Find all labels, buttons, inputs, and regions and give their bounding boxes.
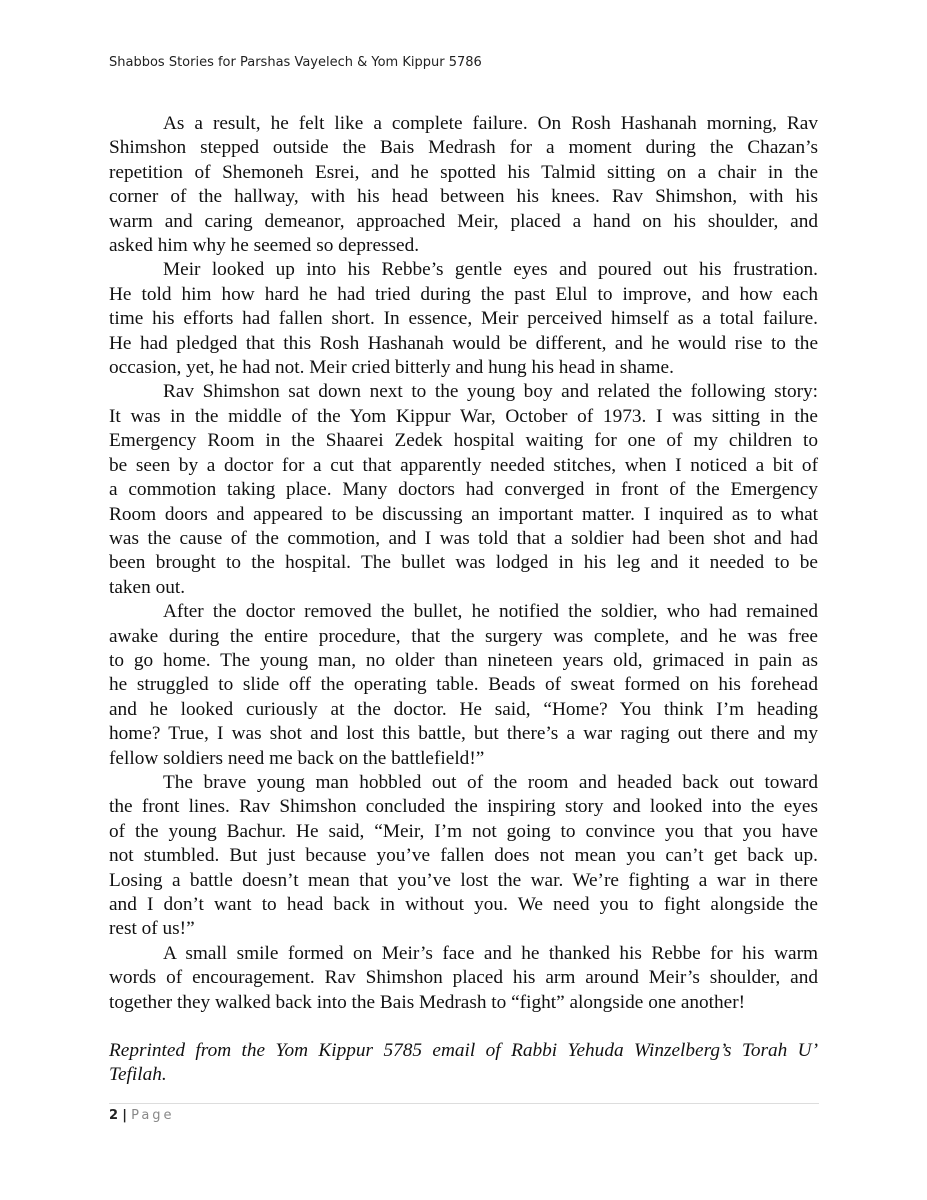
text-line: taken out. [109,576,186,598]
text-line: fellow soldiers need me back on the battlefield!” [109,747,485,769]
footer-separator: | [122,1108,127,1123]
footer-divider [109,1103,819,1104]
text-line: As a result, he felt like a complete failure. On Rosh Hashanah morning, Rav [163,113,818,134]
text-line: words of encouragement. Rav Shimshon placed his arm around Meir’s shoulder, and [109,967,818,989]
page-number: 2 [109,1108,119,1123]
text-line: awake during the entire procedure, that the surgery was complete, and he was free [109,625,818,647]
text-line: warm and caring demeanor, approached Meir, placed a hand on his shoulder, and [109,210,818,232]
text-line: It was in the middle of the Yom Kippur War, October of 1973. I was sitting in the [109,405,818,427]
text-line: a commotion taking place. Many doctors had converged in front of the Emergency [109,479,818,501]
paragraph [109,942,818,1015]
text-line: asked him why he seemed so depressed. [109,235,420,257]
text-line: corner of the hallway, with his head between his knees. Rav Shimshon, with his [109,186,818,208]
text-line: repetition of Shemoneh Esrei, and he spotted his Talmid sitting on a chair in the [109,161,818,183]
text-line: not stumbled. But just because you’ve fallen does not mean you can’t get back up. [109,845,818,867]
running-header: Shabbos Stories for Parshas Vayelech & Yom Kippur 5786 [109,55,482,70]
page-footer [109,1108,175,1123]
text-line: The brave young man hobbled out of the room and headed back out toward [163,771,818,793]
page-label: Page [131,1108,175,1123]
text-line: be seen by a doctor for a cut that apparently needed stitches, when I noticed a bit of [109,454,818,476]
text-line: was the cause of the commotion, and I was told that a soldier had been shot and had [109,527,818,549]
text-line: Emergency Room in the Shaarei Zedek hospital waiting for one of my children to [109,430,818,452]
text-line: of the young Bachur. He said, “Meir, I’m not going to convince you that you have [109,820,818,842]
text-line: and I don’t want to head back in without you. We need you to fight alongside the [109,894,818,915]
text-line: to go home. The young man, no older than nineteen years old, grimaced in pain as [109,649,818,671]
paragraph [109,112,818,258]
text-line: Losing a battle doesn’t mean that you’ve lost the war. We’re fighting a war in there [109,869,818,891]
text-line: and he looked curiously at the doctor. He said, “Home? You think I’m heading [109,698,818,720]
text-line: been brought to the hospital. The bullet was lodged in his leg and it needed to be [109,552,818,574]
credit-line: Reprinted from the Yom Kippur 5785 email of Rabbi Yehuda Winzelberg’s Torah U’ [109,1040,818,1062]
credit-line: Tefilah. [109,1064,167,1086]
story-text [109,112,818,1015]
text-line: home? True, I was shot and lost this battle, but there’s a war raging out there and my [109,723,818,745]
text-line: He had pledged that this Rosh Hashanah would be different, and he would rise to the [109,332,818,354]
text-line: Rav Shimshon sat down next to the young boy and related the following story: [163,381,818,403]
reprint-credit [109,1039,818,1088]
text-line: Meir looked up into his Rebbe’s gentle eyes and poured out his frustration. [163,259,818,281]
text-line: Room doors and appeared to be discussing an important matter. I inquired as to what [109,503,818,525]
paragraph [109,771,818,942]
paragraph [109,258,818,380]
text-line: Shimshon stepped outside the Bais Medrash for a moment during the Chazan’s [109,137,818,159]
document-body [109,112,818,1088]
paragraph [109,600,818,771]
text-line: together they walked back into the Bais Medrash to “fight” alongside one another! [109,991,746,1013]
text-line: time his efforts had fallen short. In essence, Meir perceived himself as a total failure. [109,308,818,330]
text-line: He told him how hard he had tried during the past Elul to improve, and how each [109,283,818,305]
paragraph [109,380,818,600]
text-line: rest of us!” [109,918,195,940]
text-line: occasion, yet, he had not. Meir cried bitterly and hung his head in shame. [109,357,674,379]
text-line: A small smile formed on Meir’s face and he thanked his Rebbe for his warm [163,942,818,964]
text-line: After the doctor removed the bullet, he notified the soldier, who had remained [163,601,818,623]
text-line: the front lines. Rav Shimshon concluded the inspiring story and looked into the eyes [109,796,818,818]
text-line: he struggled to slide off the operating table. Beads of sweat formed on his forehead [109,674,818,696]
